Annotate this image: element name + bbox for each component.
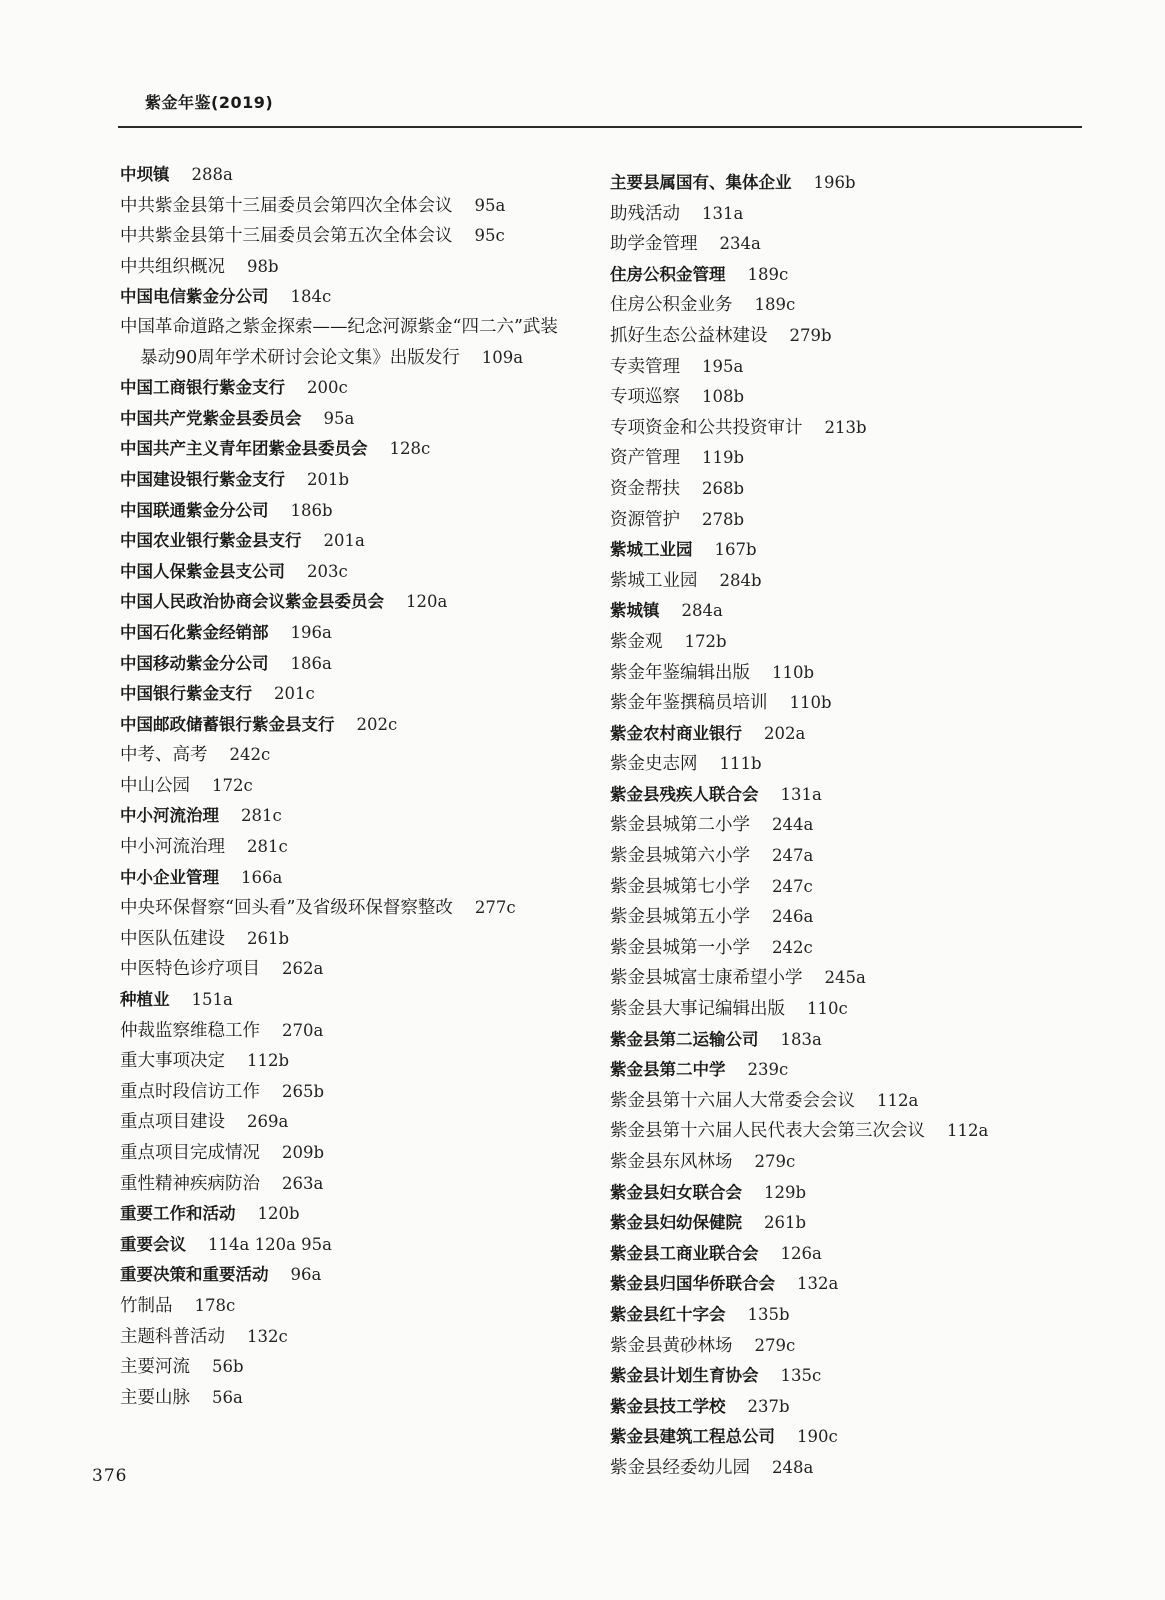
index-term: 主要山脉 bbox=[120, 1387, 190, 1408]
index-term: 主要河流 bbox=[120, 1357, 190, 1378]
index-term: 住房公积金管理 bbox=[610, 264, 726, 284]
index-term: 紫金县城第六小学 bbox=[610, 846, 750, 867]
index-entry bbox=[120, 893, 570, 924]
index-term: 助残活动 bbox=[610, 203, 680, 224]
index-entry bbox=[610, 566, 1070, 597]
index-page-ref: 284b bbox=[719, 570, 762, 590]
index-entry bbox=[610, 290, 1070, 321]
index-page-ref: 109a bbox=[481, 347, 524, 367]
index-page-ref: 189c bbox=[747, 264, 789, 284]
index-entry bbox=[610, 1147, 1070, 1178]
index-entry bbox=[610, 1239, 1070, 1270]
index-term: 紫金县妇女联合会 bbox=[610, 1182, 742, 1202]
index-page-ref: 242c bbox=[229, 745, 271, 765]
index-term: 中山公园 bbox=[120, 775, 190, 796]
index-page-ref: 135b bbox=[747, 1304, 790, 1324]
index-page-ref: 279b bbox=[789, 325, 832, 345]
index-term: 住房公积金业务 bbox=[610, 295, 733, 316]
index-page-ref: 203c bbox=[307, 561, 348, 581]
index-entry bbox=[610, 1208, 1070, 1239]
index-entry bbox=[120, 557, 570, 588]
index-entry bbox=[610, 872, 1070, 903]
index-term: 重点项目完成情况 bbox=[120, 1143, 260, 1163]
index-page-ref: 184c bbox=[290, 287, 332, 307]
index-entry bbox=[610, 719, 1070, 750]
index-term: 中小河流治理 bbox=[120, 837, 225, 858]
index-entry bbox=[610, 260, 1070, 291]
index-page-ref: 126a bbox=[780, 1243, 822, 1263]
index-entry bbox=[120, 1291, 570, 1322]
index-entry bbox=[610, 1025, 1070, 1056]
index-term: 紫金县技工学校 bbox=[610, 1396, 726, 1416]
index-entry bbox=[120, 1169, 570, 1200]
index-term: 种植业 bbox=[120, 990, 170, 1010]
index-page-ref: 279c bbox=[754, 1152, 796, 1171]
index-term: 紫金县经委幼儿园 bbox=[610, 1457, 750, 1478]
index-entry bbox=[610, 352, 1070, 383]
index-entry bbox=[610, 1116, 1070, 1147]
index-entry bbox=[610, 688, 1070, 719]
index-term: 紫金县城富士康希望小学 bbox=[610, 968, 803, 989]
index-page-ref: 172b bbox=[684, 631, 727, 651]
index-page-ref: 183a bbox=[780, 1029, 822, 1049]
index-page-ref: 200c bbox=[307, 378, 348, 398]
index-term: 中小企业管理 bbox=[120, 867, 219, 887]
index-page-ref: 262a bbox=[282, 959, 324, 979]
index-column-left bbox=[120, 160, 570, 1413]
index-term: 紫金县第二中学 bbox=[610, 1060, 726, 1080]
index-term: 中国人保紫金县支公司 bbox=[120, 561, 285, 581]
index-term: 专项巡察 bbox=[610, 387, 680, 408]
index-entry bbox=[120, 404, 570, 435]
index-term: 紫金县归国华侨联合会 bbox=[610, 1274, 775, 1294]
index-entry bbox=[120, 282, 570, 313]
index-term: 紫金农村商业银行 bbox=[610, 723, 742, 743]
index-page-ref: 242c bbox=[772, 937, 813, 957]
index-page-ref: 246a bbox=[772, 907, 814, 927]
index-entry bbox=[120, 801, 570, 832]
index-entry bbox=[120, 313, 570, 373]
index-page-ref: 95a bbox=[323, 408, 355, 428]
index-entry bbox=[610, 168, 1070, 199]
index-page-ref: 270a bbox=[282, 1020, 324, 1040]
index-term: 中国邮政储蓄银行紫金县支行 bbox=[120, 714, 335, 734]
index-entry bbox=[120, 1199, 570, 1230]
index-page-ref: 131a bbox=[702, 203, 744, 223]
index-term: 紫金县黄砂林场 bbox=[610, 1335, 733, 1356]
index-term: 紫金史志网 bbox=[610, 754, 698, 775]
index-term: 重大事项决定 bbox=[120, 1051, 225, 1072]
index-term: 紫金县东风林场 bbox=[610, 1152, 733, 1172]
index-page-ref: 178c bbox=[194, 1295, 236, 1315]
index-entry bbox=[610, 1361, 1070, 1392]
index-term: 中考、高考 bbox=[120, 745, 208, 766]
index-entry bbox=[120, 1383, 570, 1414]
index-page-ref: 202a bbox=[764, 723, 806, 743]
index-entry bbox=[120, 465, 570, 496]
index-term: 重要决策和重要活动 bbox=[120, 1265, 269, 1285]
index-entry bbox=[610, 321, 1070, 352]
index-page-ref: 95a bbox=[474, 195, 506, 215]
index-page-ref: 96a bbox=[290, 1265, 322, 1285]
index-term: 主题科普活动 bbox=[120, 1326, 225, 1347]
running-header-title: 紫金年鉴(2019) bbox=[145, 93, 274, 112]
index-term: 中医队伍建设 bbox=[120, 928, 225, 949]
index-page-ref: 56a bbox=[212, 1387, 243, 1407]
index-term: 抓好生态公益林建设 bbox=[610, 325, 768, 346]
index-term: 紫金年鉴编辑出版 bbox=[610, 662, 750, 683]
index-page-ref: 196b bbox=[813, 173, 856, 192]
index-page-ref: 112a bbox=[877, 1090, 919, 1110]
index-page-ref: 120a bbox=[406, 592, 448, 612]
index-page-ref: 201a bbox=[323, 531, 365, 551]
index-page-ref: 269a bbox=[247, 1112, 289, 1132]
index-page-ref: 108b bbox=[702, 387, 745, 407]
index-page-ref: 132c bbox=[247, 1326, 288, 1346]
index-page-ref: 268b bbox=[702, 478, 745, 498]
index-term: 中医特色诊疗项目 bbox=[120, 959, 260, 980]
index-entry bbox=[120, 1138, 570, 1169]
index-entry bbox=[610, 902, 1070, 933]
index-term: 中共紫金县第十三届委员会第五次全体会议 bbox=[120, 226, 453, 247]
index-term: 紫金县工商业联合会 bbox=[610, 1243, 759, 1263]
index-entry bbox=[120, 160, 570, 191]
index-term: 重要会议 bbox=[120, 1234, 186, 1254]
index-term: 主要县属国有、集体企业 bbox=[610, 173, 792, 192]
index-term: 紫金县建筑工程总公司 bbox=[610, 1427, 775, 1447]
index-entry bbox=[610, 1178, 1070, 1209]
index-page-ref: 95c bbox=[474, 226, 505, 246]
index-page-ref: 202c bbox=[356, 714, 398, 734]
index-page-ref: 98b bbox=[247, 256, 279, 276]
index-entry bbox=[610, 1269, 1070, 1300]
index-term: 重性精神疾病防治 bbox=[120, 1173, 260, 1194]
index-entry bbox=[610, 810, 1070, 841]
index-entry bbox=[610, 382, 1070, 413]
index-term: 紫金县计划生育协会 bbox=[610, 1366, 759, 1386]
index-page-ref: 234a bbox=[719, 234, 761, 254]
index-term: 紫金县红十字会 bbox=[610, 1304, 726, 1324]
index-page-ref: 186b bbox=[290, 500, 333, 520]
index-term: 紫城镇 bbox=[610, 601, 660, 621]
index-page-ref: 277c bbox=[474, 898, 516, 918]
index-term: 紫金县大事记编辑出版 bbox=[610, 999, 785, 1020]
index-entry bbox=[610, 994, 1070, 1025]
index-term: 中国联通紫金分公司 bbox=[120, 500, 269, 520]
index-entry bbox=[610, 474, 1070, 505]
index-page-ref: 186a bbox=[290, 653, 332, 673]
index-term: 重点时段信访工作 bbox=[120, 1081, 260, 1102]
index-term: 中国石化紫金经销部 bbox=[120, 622, 269, 642]
index-entry bbox=[610, 1392, 1070, 1423]
index-term: 专卖管理 bbox=[610, 356, 680, 377]
index-term: 中共组织概况 bbox=[120, 256, 225, 277]
index-page-ref: 195a bbox=[702, 356, 744, 376]
index-entry bbox=[610, 749, 1070, 780]
header-rule bbox=[118, 126, 1082, 128]
index-term: 紫金县妇幼保健院 bbox=[610, 1213, 742, 1233]
index-entry bbox=[120, 1322, 570, 1353]
index-page-ref: 278b bbox=[702, 509, 745, 529]
index-term: 重要工作和活动 bbox=[120, 1204, 236, 1224]
index-page-ref: 247a bbox=[772, 846, 814, 866]
page-number: 376 bbox=[92, 1466, 128, 1486]
index-page-ref: 112a bbox=[947, 1121, 989, 1141]
index-page-ref: 111b bbox=[719, 754, 762, 774]
index-term: 专项资金和公共投资审计 bbox=[610, 417, 803, 438]
index-page-ref: 128c bbox=[389, 439, 431, 459]
index-term: 紫金县城第二小学 bbox=[610, 815, 750, 836]
index-entry bbox=[120, 679, 570, 710]
index-term: 紫金县城第七小学 bbox=[610, 876, 750, 897]
index-term: 中坝镇 bbox=[120, 165, 170, 184]
index-entry bbox=[120, 771, 570, 802]
index-entry bbox=[120, 649, 570, 680]
index-entry bbox=[610, 933, 1070, 964]
index-entry bbox=[610, 413, 1070, 444]
index-entry bbox=[610, 1331, 1070, 1362]
index-entry bbox=[610, 596, 1070, 627]
index-term: 紫金县城第一小学 bbox=[610, 937, 750, 958]
index-term: 中共紫金县第十三届委员会第四次全体会议 bbox=[120, 195, 453, 216]
index-column-right bbox=[610, 168, 1070, 1484]
index-page-ref: 110c bbox=[807, 999, 848, 1019]
index-page-ref: 288a bbox=[191, 165, 233, 184]
index-page-ref: 261b bbox=[764, 1213, 807, 1233]
index-entry bbox=[610, 535, 1070, 566]
index-term: 紫城工业园 bbox=[610, 570, 698, 591]
index-page-ref: 279c bbox=[754, 1335, 796, 1355]
index-entry bbox=[120, 1107, 570, 1138]
index-entry bbox=[120, 985, 570, 1016]
index-entry bbox=[120, 832, 570, 863]
index-page-ref: 131a bbox=[780, 784, 822, 804]
index-page-ref: 196a bbox=[290, 622, 332, 642]
index-entry bbox=[610, 627, 1070, 658]
index-term: 中国农业银行紫金县支行 bbox=[120, 531, 302, 551]
index-term: 紫金观 bbox=[610, 631, 663, 652]
index-page-ref: 120b bbox=[257, 1204, 300, 1224]
index-term: 中国移动紫金分公司 bbox=[120, 653, 269, 673]
index-term: 紫金县第二运输公司 bbox=[610, 1029, 759, 1049]
index-page-ref: 281c bbox=[241, 806, 282, 826]
index-page-ref: 151a bbox=[191, 990, 233, 1010]
index-entry bbox=[610, 1086, 1070, 1117]
index-term: 中小河流治理 bbox=[120, 806, 219, 826]
index-entry bbox=[120, 1260, 570, 1291]
index-term: 重点项目建设 bbox=[120, 1112, 225, 1133]
index-page-ref: 129b bbox=[764, 1182, 807, 1202]
index-page-ref: 263a bbox=[282, 1173, 324, 1193]
index-entry bbox=[610, 841, 1070, 872]
index-entry bbox=[120, 1046, 570, 1077]
index-page-ref: 209b bbox=[282, 1143, 325, 1162]
index-term: 中国电信紫金分公司 bbox=[120, 287, 269, 307]
index-page-ref: 119b bbox=[702, 448, 745, 468]
index-term: 中国共产党紫金县委员会 bbox=[120, 408, 302, 428]
index-page-ref: 166a bbox=[241, 867, 283, 887]
index-page-ref: 132a bbox=[797, 1274, 839, 1294]
index-entry bbox=[610, 505, 1070, 536]
index-page-ref: 265b bbox=[282, 1081, 325, 1101]
index-entry bbox=[120, 587, 570, 618]
index-entry bbox=[120, 526, 570, 557]
index-term: 资金帮扶 bbox=[610, 478, 680, 499]
index-page-ref: 244a bbox=[772, 815, 814, 835]
index-page-ref: 237b bbox=[747, 1396, 790, 1416]
index-term: 中国人民政治协商会议紫金县委员会 bbox=[120, 592, 384, 612]
index-page-ref: 261b bbox=[247, 928, 290, 948]
index-page-ref: 201c bbox=[274, 684, 315, 704]
index-page-ref: 248a bbox=[772, 1457, 814, 1477]
index-term: 紫金县残疾人联合会 bbox=[610, 784, 759, 804]
index-entry bbox=[120, 221, 570, 252]
index-page-ref: 239c bbox=[747, 1060, 789, 1080]
index-page-ref: 110b bbox=[789, 693, 832, 713]
index-page-ref: 172c bbox=[212, 775, 253, 795]
index-page-ref: 56b bbox=[212, 1357, 244, 1377]
index-page-ref: 135c bbox=[780, 1366, 822, 1386]
index-page-ref: 167b bbox=[714, 540, 757, 560]
index-term: 竹制品 bbox=[120, 1295, 173, 1316]
index-page-ref: 110b bbox=[772, 662, 815, 682]
index-term: 紫金年鉴撰稿员培训 bbox=[610, 693, 768, 714]
index-entry bbox=[120, 954, 570, 985]
index-term: 中国革命道路之紫金探索——纪念河源紫金“四二六”武装暴动90周年学术研讨会论文集》出版发行 bbox=[120, 316, 558, 368]
index-term: 中国工商银行紫金支行 bbox=[120, 378, 285, 398]
index-page-ref: 114a 120a 95a bbox=[208, 1234, 332, 1254]
index-entry bbox=[120, 191, 570, 222]
index-page-ref: 245a bbox=[824, 968, 866, 988]
index-term: 紫金县城第五小学 bbox=[610, 907, 750, 928]
index-entry bbox=[120, 1230, 570, 1261]
index-page-ref: 281c bbox=[247, 837, 288, 857]
index-term: 资产管理 bbox=[610, 448, 680, 469]
index-term: 资源管护 bbox=[610, 509, 680, 530]
index-term: 中国银行紫金支行 bbox=[120, 684, 252, 704]
index-entry bbox=[610, 1453, 1070, 1484]
index-entry bbox=[120, 740, 570, 771]
index-page-ref: 213b bbox=[824, 417, 867, 437]
index-entry bbox=[610, 229, 1070, 260]
index-entry bbox=[120, 373, 570, 404]
index-page-ref: 190c bbox=[797, 1427, 838, 1447]
index-page-ref: 112b bbox=[247, 1051, 290, 1071]
index-entry bbox=[120, 863, 570, 894]
index-entry bbox=[120, 618, 570, 649]
index-page-ref: 189c bbox=[754, 295, 796, 315]
index-entry bbox=[610, 1422, 1070, 1453]
index-entry bbox=[120, 252, 570, 283]
index-entry bbox=[610, 443, 1070, 474]
index-entry bbox=[610, 1055, 1070, 1086]
index-entry bbox=[120, 1077, 570, 1108]
index-entry bbox=[120, 1016, 570, 1047]
index-page-ref: 284a bbox=[681, 601, 723, 621]
index-entry bbox=[120, 434, 570, 465]
index-term: 助学金管理 bbox=[610, 234, 698, 255]
index-term: 紫金县第十六届人大常委会会议 bbox=[610, 1090, 855, 1111]
index-entry bbox=[610, 658, 1070, 689]
index-entry bbox=[120, 1352, 570, 1383]
index-page-ref: 247c bbox=[772, 876, 813, 896]
index-entry bbox=[120, 710, 570, 741]
index-entry bbox=[610, 1300, 1070, 1331]
index-term: 中国共产主义青年团紫金县委员会 bbox=[120, 439, 368, 459]
index-term: 中央环保督察“回头看”及省级环保督察整改 bbox=[120, 898, 453, 919]
index-term: 紫城工业园 bbox=[610, 540, 693, 560]
index-term: 紫金县第十六届人民代表大会第三次会议 bbox=[610, 1121, 925, 1142]
index-entry bbox=[610, 780, 1070, 811]
index-term: 仲裁监察维稳工作 bbox=[120, 1020, 260, 1041]
index-entry bbox=[610, 199, 1070, 230]
index-entry bbox=[120, 924, 570, 955]
index-entry bbox=[120, 496, 570, 527]
index-term: 中国建设银行紫金支行 bbox=[120, 469, 285, 489]
index-entry bbox=[610, 963, 1070, 994]
index-page-ref: 201b bbox=[307, 469, 350, 489]
